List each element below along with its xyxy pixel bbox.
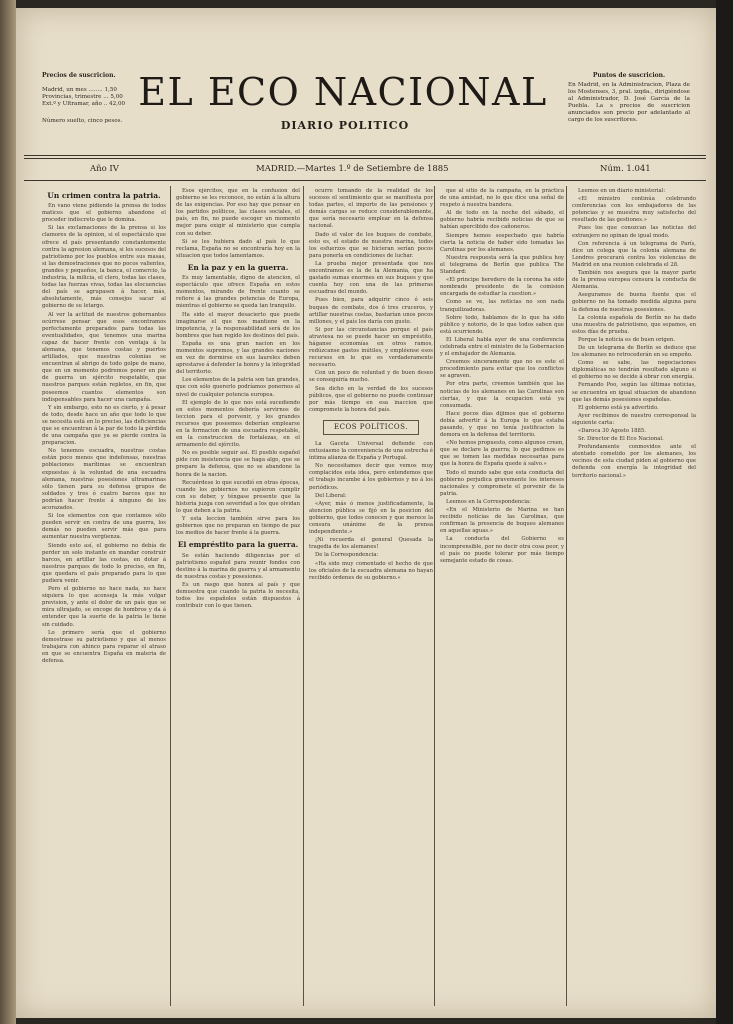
paragraph: España es una gran nacion en los momentos supremos, y las grandes naciones en vez de dormirse en sus laureles deben aprestarse á defender la honra y la integridad del territorio. bbox=[176, 340, 300, 376]
paragraph: Esos ejércitos, que en la confusion del gobierno se les reconoce, no están á la altura de las exigencias. Por eso hay que pensar en los partidos políticos, las clases sociales, el país, en fin, no puede escoger un momento mejor para exigir al ministerio que cumpla con su deber. bbox=[176, 188, 300, 237]
paragraph: Y esta leccion también sirve para los gobiernos que no preparan en tiempo de paz los medios de hacer frente á la guerra. bbox=[176, 516, 300, 537]
volume-label: Año IV bbox=[90, 164, 119, 174]
price-line: Ext.º y Ultramar, año .. 42,00 bbox=[42, 101, 126, 107]
paragraph: «Daroca 30 Agosto 1885. bbox=[578, 428, 646, 434]
article-column-2 bbox=[176, 188, 300, 988]
top-rule-thin bbox=[24, 158, 706, 159]
book-binding bbox=[0, 0, 16, 1024]
issue-number: Núm. 1.041 bbox=[600, 164, 651, 174]
paragraph: Lo primero sería que el gobierno demostrase su patriotismo y que al menos trabajara con ahinco para reparar el atraso en que se encuentra España en materia de defensa. bbox=[42, 629, 166, 664]
paragraph: Pues bien, para adquirir cinco ó seis buques de combate, dos ó tres cruceros, y artillar nuestras costas, bastarían unos pocos millones, y el país los daría con gusto. bbox=[309, 297, 433, 325]
prices-heading: Precios de suscricion. bbox=[42, 72, 116, 79]
price-line: Provincias, trimestre ... 5,00 bbox=[42, 94, 123, 100]
paragraph: Aseguramos de buena fuente que el gobierno no ha tomado medida alguna para la defensa de nuestras posesiones. bbox=[572, 292, 696, 313]
paragraph: que al sitio de la campaña, en la práctica de una amistad, no lo que dice una señal de respeto á nuestra bandera. bbox=[440, 188, 564, 209]
paragraph: Al ver la actitud de nuestros gobernantes ocúrrese pensar que esos encontramos perfectamente preparados para todas las eventualidades, que tenemos una marina capaz de hacer frente con ventaja á la alemana, que tenemos costas y puertos artillados, que nuestras colonias se encuentran al abrigo de todo golpe de mano, que en un momento podremos poner en pie de guerra un ejército respetable, que nuestros parques están repletos, en fin, que poseemos cuantos elementos son indispensables para hacer una campaña. bbox=[42, 311, 166, 403]
paragraph: Sr. Director de El Eco Nacional. bbox=[578, 436, 664, 443]
paragraph: No es posible seguir así. El pueblo español pide con insistencia que se haga algo, que se prepare la defensa, que no se abandone la honra de la nacion. bbox=[176, 450, 300, 478]
paragraph: Es muy lamentable, digno de atencion, el espectáculo que ofrece España en estos momentos, mirando de frente cuanto se refiere á las grandes potencias de Europa, mientras el gobierno se queda tan tranquilo. bbox=[176, 275, 300, 310]
paragraph: Hace pocos días dijimos que el gobierno debía advertir á la Europa lo que estaba pasando, y que no tenía justificacion la demora en la defensa del territorio. bbox=[440, 410, 564, 439]
paragraph: En vano viene pidiendo la prensa de todos matices que el gobierno abandone el proceder indiscreto que le domina. bbox=[42, 203, 166, 224]
article-column-3 bbox=[309, 188, 433, 988]
dateline-rule bbox=[24, 180, 706, 181]
price-line: Madrid, un mes ........ 1,50 bbox=[42, 87, 117, 93]
newspaper-title: EL ECO NACIONAL bbox=[138, 70, 548, 114]
paragraph: No tenemos escuadra, nuestras costas están poco menos que indefensas, nuestras poblaciones marítimas se encuentran expuestas á la voluntad de una escuadra alemana, nuestras posesiones ultramarinas sólo tienen para su defensa grupos de soldados y tres ó cuatro barcos que no podrían hacer frente á ninguno de los acorazados. bbox=[42, 448, 166, 512]
paragraph: Ayer recibimos de nuestro corresponsal la siguiente carta: bbox=[572, 412, 696, 426]
column-rule bbox=[566, 186, 567, 1006]
page-edge-shadow bbox=[716, 0, 733, 1024]
points-text: En Madrid, en la Administracion, Plaza de los Mostenses, 3, pral. izqda., dirigiéndose al Administrador, D. José García de la Puebla. La s precios de suscricion anunciados son precio por adelantado al cargo de los suscritores. bbox=[568, 82, 690, 123]
paragraph: Si por las circunstancias porque el país atraviesa no se puede hacer un empréstito, háganse economías en otros ramos, redúzcanse gastos inútiles, y empléense esos recursos en lo que es verdaderamente necesario. bbox=[309, 326, 433, 369]
paragraph: La prueba mejor presentada que nos encontramos es la de la Alemania, que ha gastado sumas enormes en sus buques y que cuenta hoy con una de las primeras escuadras del mundo. bbox=[309, 260, 433, 296]
paragraph: Siendo esto así, el gobierno no debía de perder un solo instante en mandar construir barcos, en artillar las costas, en dotar á nuestros parques de todo lo preciso, en fin, que quedara el país preparado para lo que pudiera venir. bbox=[42, 542, 166, 584]
paragraph: Ha sido el mayor desacierto que puede imaginarse el que nos mantiene en la impotencia, y la responsabilidad será de los hombres que han regido los destinos del país. bbox=[176, 311, 300, 339]
paragraph: La Gaceta Universal defiende con entusiasmo la conveniencia de una estrecha é íntima alianza de España y Portugal. bbox=[309, 441, 433, 462]
paragraph: Nuestra respuesta será la que publica hoy el telegrama de Berlín que publica The Standard: bbox=[440, 254, 564, 276]
paragraph: Sea dicho en la verdad de los sucesos públicos, que el gobierno no puede continuar por más tiempo en esa inaccion que compromete la honra del país. bbox=[309, 385, 433, 413]
paragraph: «El principe heredero de la corona ha sido nombrado presidente de la comision encargada de estudiar la cuestion.» bbox=[440, 277, 564, 298]
paragraph: Como se sabe, las negociaciones diplomáticas no tendrán resultado alguno si el gobierno no se decide á obrar con energía. bbox=[572, 360, 696, 381]
paragraph: Y sin embargo, esto no es cierto, y á pesar de todo, desde hace un año que todo lo que se necesita está en lo preciso, las deficiencias que se encuentran á la par de todo la pérdida de una campaña que ya se pierde contra la preparacion. bbox=[42, 404, 166, 447]
paragraph: Si los elementos con que contamos sólo pueden servir en contra de una guerra, los demás no pueden servir más que para aumentar nuestra vergüenza. bbox=[42, 513, 166, 541]
paragraph: Porque la noticia es de buen origen. bbox=[578, 336, 675, 343]
paragraph: «Ayer, más ó menos justificadamente, la atencion pública se fijó en la posicion del gobierno, que todos conocen y que merece la censura unánime de la prensa independiente.» bbox=[309, 500, 433, 536]
article-headline: En la paz y en la guerra. bbox=[187, 262, 289, 272]
paragraph: El Liberal habla ayer de una conferencia celebrada entre el ministro de la Gobernacion y el embajador de Alemania. bbox=[440, 336, 564, 358]
single-issue-price: Número suelto, cinco pesos. bbox=[42, 118, 123, 124]
column-rule bbox=[434, 186, 435, 1006]
paragraph: De un telegrama de Berlín se deduce que los alemanes no retrocederán en su empeño. bbox=[572, 344, 696, 359]
paragraph: Todo el mundo sabe que esta conducta del gobierno perjudica gravemente los intereses nacionales y compromete el porvenir de la patria. bbox=[440, 469, 564, 497]
paragraph: Con un poco de voluntad y de buen deseo se conseguiría mucho. bbox=[309, 370, 433, 384]
paragraph: ¡Ni recuerda el general Quesada la tragedia de los alemanes! bbox=[309, 537, 433, 551]
paragraph: Es un rasgo que honra al país y que demuestra que cuando la patria lo necesita, todos los españoles están dispuestos á contribuir con lo que tienen. bbox=[176, 581, 300, 610]
article-column-5 bbox=[572, 188, 696, 988]
paragraph: Sobre todo, hablamos de lo que ha sido público y notorio, de lo que todos saben que está ocurriendo. bbox=[440, 314, 564, 335]
paragraph: Siempre hemos sospechado que habría cierta la noticia de haber sido tomadas las Carolinas por los alemanes. bbox=[440, 232, 564, 253]
paragraph: Pues los que conozcan las noticias del extranjero no opinan de igual modo. bbox=[572, 225, 696, 239]
paragraph: También nos asegura que la mayor parte de la prensa europea censura la conducta de Alemania. bbox=[572, 270, 696, 291]
paragraph: Como se ve, las noticias no son nada tranquilizadoras. bbox=[440, 299, 564, 313]
paragraph: «Ha sido muy comentado el hecho de que los oficiales de la escuadra alemana no hayan recibido órdenes de su gobierno.» bbox=[309, 560, 433, 581]
paragraph: «No hemos propuesto, como algunos creen, que se declare la guerra; lo que pedimos es que se tomen las medidas necesarias para que la honra de España quede á salvo.» bbox=[440, 440, 564, 468]
article-headline: El empréstito para la guerra. bbox=[177, 540, 299, 550]
section-heading-box: ECOS POLÍTICOS. bbox=[323, 420, 419, 435]
paragraph: Del Liberal: bbox=[315, 492, 347, 499]
paragraph: Por otra parte, creemos también que las noticias de los alemanes en las Carolinas son ciertas, y que la ocupacion está ya consumada. bbox=[440, 381, 564, 409]
paragraph: Profundamente conmovidos ante el atentado cometido por los alemanes, los vecinos de esta ciudad piden al gobierno que defienda con energía la integridad del territorio nacional.» bbox=[572, 444, 696, 479]
paragraph: Al de todo en la noche del sábado, el gobierno habría recibido noticias de que se habían apercibido dos cañoneros. bbox=[440, 210, 564, 231]
paragraph: El ejemplo de lo que nos está sucediendo en estos momentos debería servirnos de leccion para el porvenir, y los grandes recursos que poseemos deberían emplearse en la formacion de una escuadra respetable, en la construccion de fortalezas, en el armamento del ejército. bbox=[176, 399, 300, 449]
article-column-4 bbox=[440, 188, 564, 988]
paragraph: Se están haciendo diligencias por el patriotismo español para reunir fondos con destino á la marina de guerra y al armamento de nuestras costas y posesiones. bbox=[176, 552, 300, 580]
article-column-1 bbox=[42, 188, 166, 988]
subscription-points-box bbox=[568, 72, 690, 124]
points-heading: Puntos de suscricion. bbox=[592, 72, 666, 79]
paragraph: De la Correspondencia: bbox=[315, 552, 379, 559]
paragraph: Con referencia á un telegrama de París, dice un colega que la colonia alemana de Londres procurará contra los violencias de Madrid en una reunion celebrada el 28. bbox=[572, 240, 696, 268]
paragraph: Leemos en la Correspondencia: bbox=[446, 498, 531, 505]
newspaper-subtitle: DIARIO POLITICO bbox=[280, 119, 410, 132]
paragraph: Recuérdese lo que sucedió en otras épocas, cuando los gobiernos no supieron cumplir con su deber, y téngase presente que la historia juzga con severidad a los que olvidan lo que deben a la patria. bbox=[176, 479, 300, 515]
paragraph: La conducta del Gobierno es incomprensible, por no decir otra cosa peor, y el país no puede tolerar por más tiempo semejante estado de cosas. bbox=[440, 536, 564, 564]
paragraph: Dado el valor de los buques de combate, esto es, el estado de nuestra marina, todos los esfuerzos que se hicieran serían pocos para ponerla en condiciones de luchar. bbox=[309, 231, 433, 259]
issue-date: MADRID.—Martes 1.º de Setiembre de 1885 bbox=[256, 164, 449, 174]
column-rule bbox=[170, 186, 171, 1006]
column-rule bbox=[303, 186, 304, 1006]
article-headline: Un crimen contra la patria. bbox=[47, 191, 161, 200]
paragraph: ocurre tomando de la realidad de los sucesos el sentimiento que se manifiesta por todas partes, el importe de las pensiones y demás cargas se reduce considerablemente, que sería necesario emplear en la defensa nacional. bbox=[309, 188, 433, 230]
paragraph: No necesitamos decir que vemos muy complacidos esta idea, pero entendemos que el trabajo incumbe á los gobiernos y no á los periódicos. bbox=[309, 463, 433, 491]
paragraph: Si las exclamaciones de la prensa si los clamores de la opinion, si el espectáculo que ofrece el país presentando constantemente contra la agresion alemana, si los sucesos del patriotismo por los pueblos entre sus masas, si las demostraciones que no pocos valientes, grandes y pequeños, la banca, el comercio, la industria, la milicia, el clero, todas las clases, todas las fuerzas vivas, todas las elocuencias del país se agrupasen á hacer, más, absolutamente, más consejos sacar al gobierno de su letargo. bbox=[42, 225, 166, 310]
paragraph: Creemos sinceramente que no es este el procedimiento para evitar que los conflictos se agraven. bbox=[440, 359, 564, 380]
top-rule bbox=[24, 155, 706, 156]
subscription-prices-box bbox=[42, 72, 134, 125]
paragraph: Fernando Poo, según las últimas noticias, se encuentra en igual situacion de abandono que las demás posesiones españolas. bbox=[572, 382, 696, 403]
paragraph: La colonia española de Berlín no ha dado una muestra de patriotismo, que sepamos, en estos días de prueba. bbox=[572, 314, 696, 335]
paragraph: Leemos en un diario ministerial: bbox=[578, 188, 666, 194]
paragraph: «En el Ministerio de Marina se han recibido noticias de las Carolinas, que confirman la presencia de buques alemanes en aquellas aguas.» bbox=[440, 507, 564, 535]
paragraph: Pero el gobierno no hace nada, no hace siquiera lo que aconseja la más vulgar prevision, y ante el dolor de un país que se mira ultrajado, se encoge de hombros y da á entender que la suerte de la patria le tiene sin cuidado. bbox=[42, 586, 166, 628]
paragraph: «El ministro continúa celebrando conferencias con los embajadores de las potencias y se muestra muy satisfecho del resultado de las gestiones.» bbox=[572, 196, 696, 224]
paragraph: Los elementos de la patria son tan grandes, que con sólo quererlo podríamos ponernos al nivel de cualquier potencia europea. bbox=[176, 377, 300, 398]
paragraph: El gobierno está ya advertido. bbox=[578, 404, 659, 411]
paragraph: Si se les hubiera dado al país lo que reclama, España no se encontraría hoy en la situacion que todos lamentamos. bbox=[176, 238, 300, 259]
